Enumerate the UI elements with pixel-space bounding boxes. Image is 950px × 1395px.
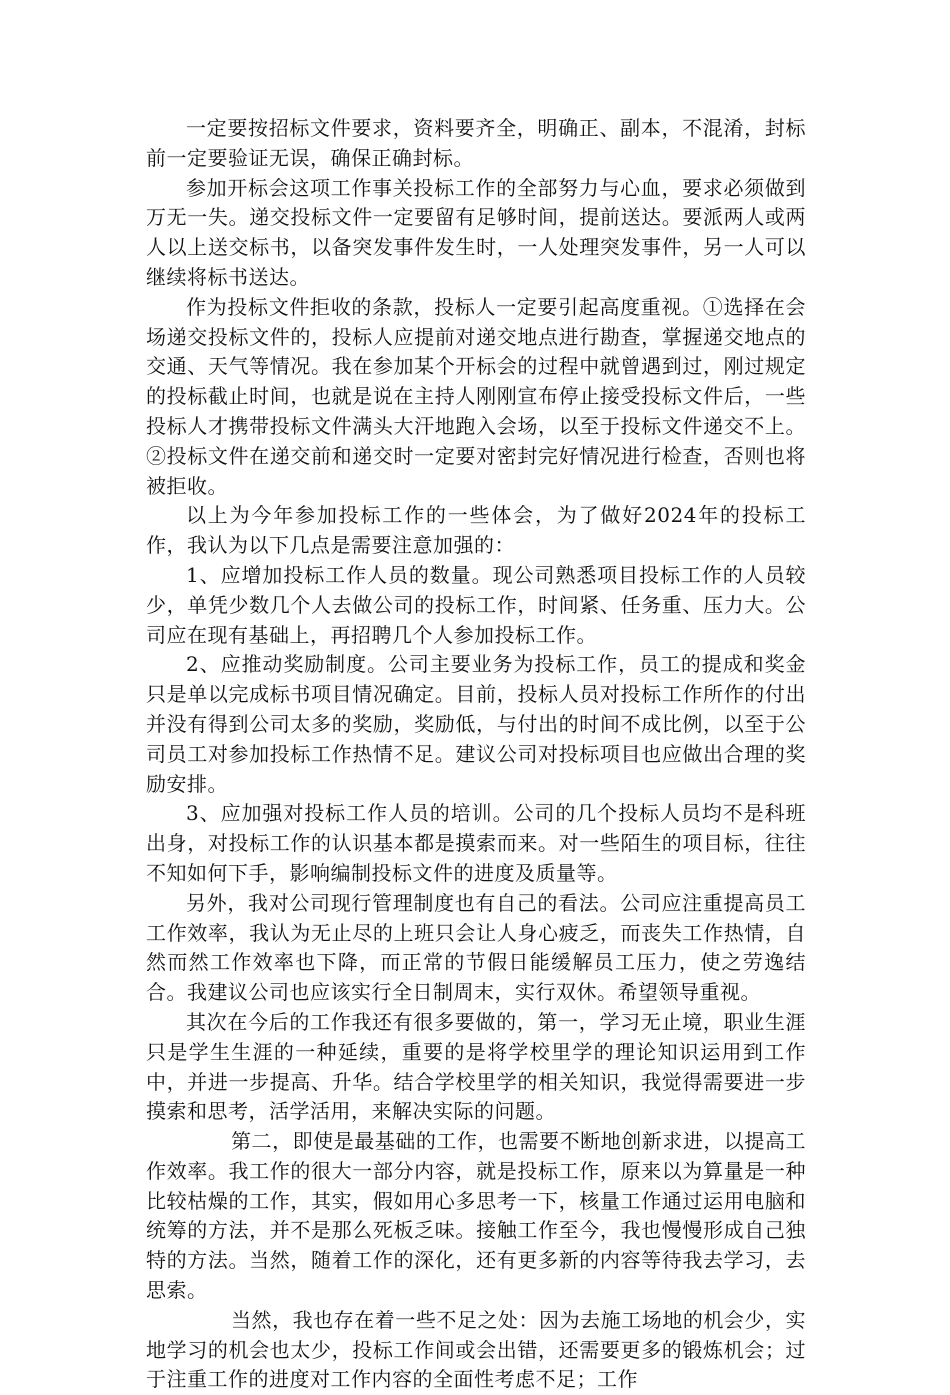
document-body	[146, 114, 806, 1395]
paragraph-future-first: 其次在今后的工作我还有很多要做的，第一，学习无止境，职业生涯只是学生生涯的一种延续，重要的是将学校里学的理论知识运用到工作中，并进一步提高、升华。结合学校里学的相关知识，我觉得需要进一步摸索和思考，活学活用，来解决实际的问题。	[146, 1009, 806, 1124]
paragraph-summary-intro: 以上为今年参加投标工作的一些体会，为了做好2024年的投标工作，我认为以下几点是需要注意加强的：	[146, 503, 806, 558]
paragraph-shortcomings: 当然，我也存在着一些不足之处：因为去施工场地的机会少，实地学习的机会也太少，投标工作间或会出错，还需要更多的锻炼机会；过于注重工作的进度对工作内容的全面性考虑不足；工作	[146, 1307, 806, 1392]
paragraph-bid-opening: 参加开标会这项工作事关投标工作的全部努力与心血，要求必须做到万无一失。递交投标文件一定要留有足够时间，提前送达。要派两人或两人以上送交标书，以备突发事件发生时，一人处理突发事件，另一人可以继续将标书送达。	[146, 175, 806, 289]
paragraph-point-1-staffing: 1、应增加投标工作人员的数量。现公司熟悉项目投标工作的人员较少，单凭少数几个人去做公司的投标工作，时间紧、任务重、压力大。公司应在现有基础上，再招聘几个人参加投标工作。	[146, 562, 806, 647]
paragraph-future-second: 第二，即使是最基础的工作，也需要不断地创新求进，以提高工作效率。我工作的很大一部分内容，就是投标工作，原来以为算量是一种比较枯燥的工作，其实，假如用心多思考一下，核量工作通过运用电脑和统筹的方法，并不是那么死板乏味。接触工作至今，我也慢慢形成自己独特的方法。当然，随着工作的深化，还有更多新的内容等待我去学习，去思索。	[146, 1129, 806, 1303]
paragraph-point-2-rewards: 2、应推动奖励制度。公司主要业务为投标工作，员工的提成和奖金只是单以完成标书项目情况确定。目前，投标人员对投标工作所作的付出并没有得到公司太多的奖励，奖励低，与付出的时间不成比例，以至于公司员工对参加投标工作热情不足。建议公司对投标项目也应做出合理的奖励安排。	[146, 652, 806, 796]
paragraph-rejection-clauses: 作为投标文件拒收的条款，投标人一定要引起高度重视。①选择在会场递交投标文件的，投标人应提前对递交地点进行勘查，掌握递交地点的交通、天气等情况。我在参加某个开标会的过程中就曾遇到过，刚过规定的投标截止时间，也就是说在主持人刚刚宣布停止接受投标文件后，一些投标人才携带投标文件满头大汗地跑入会场，以至于投标文件递交不上。②投标文件在递交前和递交时一定要对密封完好情况进行检查，否则也将被拒收。	[146, 294, 806, 498]
paragraph-sealing-requirements: 一定要按招标文件要求，资料要齐全，明确正、副本，不混淆，封标前一定要验证无误，确保正确封标。	[146, 116, 806, 170]
paragraph-point-3-training: 3、应加强对投标工作人员的培训。公司的几个投标人员均不是科班出身，对投标工作的认识基本都是摸索而来。对一些陌生的项目标，往往不知如何下手，影响编制投标文件的进度及质量等。	[146, 801, 806, 885]
paragraph-management-views: 另外，我对公司现行管理制度也有自己的看法。公司应注重提高员工工作效率，我认为无止尽的上班只会让人身心疲乏，而丧失工作热情，自然而然工作效率也下降，而正常的节假日能缓解员工压力，使之劳逸结合。我建议公司也应该实行全日制周末，实行双休。希望领导重视。	[146, 890, 806, 1005]
